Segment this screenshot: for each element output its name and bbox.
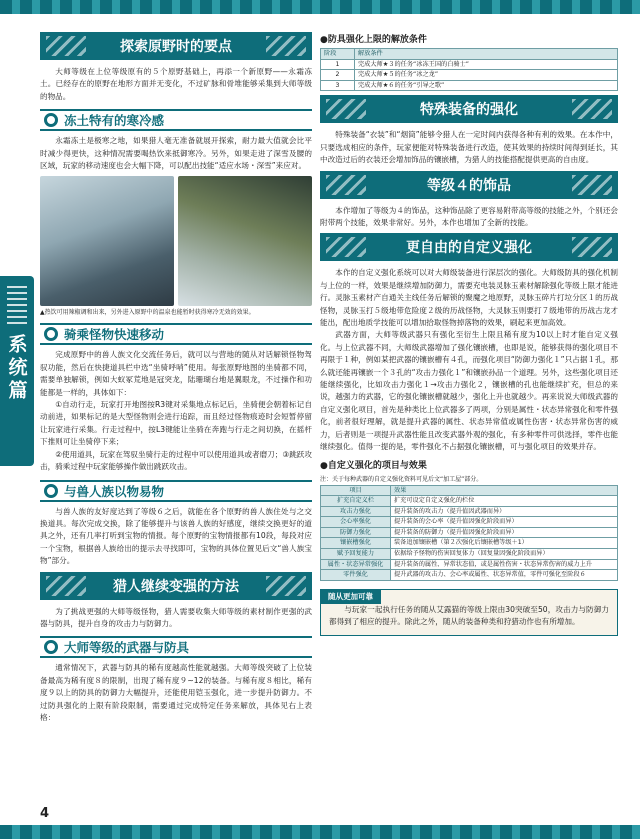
custom-table-note: 注：关于每种武器的自定义强化资料可见后文“加工屋”部分。 xyxy=(320,475,483,483)
table-row: 2 完成大师★５的任务“冰之龙” xyxy=(321,70,618,81)
table-row: 攻击力强化 提升装备的攻击力（提升值因武器而异） xyxy=(321,506,618,517)
subhead-cold: 冻土特有的寒冷感 xyxy=(40,109,312,131)
table-row: 属性・状态异常强化 提升装备的属性、异常状态值，或是属性伤害・状态异常伤害的威力上升 xyxy=(321,559,618,570)
section-side-tab xyxy=(0,276,34,466)
right-column xyxy=(320,28,618,636)
get-stronger-text: 为了挑战更强的大师等级怪物，猎人需要收集大师等级的素材制作更强的武器与防具，提升自身的攻击力与防御力。 xyxy=(40,606,312,628)
table-row: 镶嵌槽强化 装备追加镶嵌槽（第２次强化后镶嵌槽等级＋1） xyxy=(321,538,618,549)
custom-upgrade-table xyxy=(320,485,618,581)
banner-level4-deco: 等级４的饰品 xyxy=(320,171,618,199)
mount-para-3: ②使用道具，玩家在驾驭坐骑行走的过程中可以使用道具或者磨刀；③跳跃攻击，骑乘过程中玩家能够操作做出跳跃攻击。 xyxy=(40,449,312,472)
armor-limit-table xyxy=(320,48,618,91)
mr-gear-text: 通常情况下，武器与防具的稀有度越高性能就越强。大师等级突破了上位装备最高为稀有度８的限制，出现了稀有度９~12的装备。与稀有度８相比，稀有度９以上的防具的防御力大幅提升，还能使用铠玉强化，进一步提升防御力。不过防具强化的上限有阶段限制，需要通过完成特定任务来解放，具体见右上表格： xyxy=(40,663,312,722)
circle-bullet-icon xyxy=(44,640,58,654)
armor-limit-table-title: ●防具强化上限的解放条件 xyxy=(320,35,427,45)
table-row: 3 完成大师★６的任务“引导之歌” xyxy=(321,80,618,91)
mount-para-1: 完成原野中的兽人族文化交流任务后，就可以与营地的随从对话解锁怪物驾驭功能，然后在快捷道具栏中选“坐骑呼哨”使用。每张原野地图的坐骑都不同，需要单独解锁，例如大蚁冢荒地是冠突龙，陆珊瑚台地是翼眼龙，不过操作和功能都是一样的，具体如下： xyxy=(40,350,312,397)
custom-table-title: ●自定义强化的项目与效果 xyxy=(320,460,427,471)
barter-text: 与兽人族的友好度达到了等级６之后，就能在各个原野的兽人族住处与之交换道具。每次完成交换，除了能够提升与该兽人族的好感度，继续交换更好的道具之外，还有几率打听到宝物的情报。每个原野的宝物情报都有10段，每段对应一个宝物，根据兽人族给出的提示去寻找即可，宝物的具体位置见后文“兽人族宝物”部分。 xyxy=(40,506,312,566)
game-screenshot-hotspring xyxy=(178,176,312,306)
side-tab-label: 系统篇 xyxy=(5,334,28,403)
table-row: 1 完成大师★３的任务“冰冻王国的白骑士” xyxy=(321,59,618,70)
table-row: 防御力强化 提升装备的防御力（提升值因强化阶段而异） xyxy=(321,527,618,538)
explore-intro: 大师等级在上位等级原有的５个原野基础上，再添一个新原野——永霜冻土。已经存在的原野在地形方面并无变化，不过矿脉和骨堆能够采集到大师等级的物品。 xyxy=(40,67,312,101)
table-row: 会心率强化 提升装备的会心率（提升值因强化阶段而异） xyxy=(321,517,618,528)
left-column xyxy=(40,28,312,724)
table-row: 赋予回复能力 依据给予怪物的伤害回复体力（回复量因强化阶段而异） xyxy=(321,549,618,560)
custom-upgrade-para-2: 武器方面，大师等级武器只有强化至衍生上限且稀有度为10以上时才能自定义强化。与上位武器不同，大师级武器增加了强化镶嵌槽，也即是说，能够获得的强化项目不再限于１种，例如某把武器的镶嵌槽有４孔，而强化项目“防御力强化１”只占据１孔，那么就还能再镶嵌一个３孔的“攻击力强化１”和镶嵌孙品一个道理。另外，这些强化项目还能继续强化，比如攻击力强化１→攻击力强化２，镶嵌槽的孔也能继续扩充，但总的来说，越强力的武器，它的强化镶嵌槽就越少，强化上升也就越少。再来说说大师级武器的自定义强化项目，首先是种类比上位武器多了两项，分别是属性・状态异常强化和零件强化，前者很好理解，就是提升武器的属性、状态异常值或属性伤害・状态异常伤害的威力，后者则是一项提升武器性能且改变武器外观的强化，有多种零件可供选择，零件也能继续强化。值得一提的是，零件强化不占据强化镶嵌槽，可与强化项目的效果并存。 xyxy=(320,330,618,452)
custom-upgrade-para-1: 本作的自定义强化系统可以对大师级装备进行深层次的强化。大师级防具的强化机制与上位的一样，效果是继续增加防御力，需要充电装灵脉玉素材解除强化等级上限才能进行。灵脉玉素材产自通关主线任务后解锁的聚魔之地原野，灵脉玉碎片打垃分区１的历战怪物，灵脉玉打５级地带危险度２级的历战怪物，大灵脉玉则要打７级地带的历战古龙才能出，配出地质学技能可以增加拾取怪物掉落物的效果，刷起来更加高效。 xyxy=(320,268,618,328)
page-number: 4 xyxy=(40,806,50,821)
subhead-barter: 与兽人族以物易物 xyxy=(40,480,312,502)
tip-label: 随从更加可靠 xyxy=(320,589,381,604)
circle-bullet-icon xyxy=(44,327,58,341)
subhead-mount: 骑乘怪物快速移动 xyxy=(40,323,312,345)
cold-text: 永霜冻土是极寒之地，如果猎人毫无准备就展开探索，耐力最大值就会比平时减少得更快，这种情况需要喝热饮来抵御寒冷。另外，如果走进了深雪及腰的区域，玩家的移动速度也会大幅下降，可以配出技能“适应水场・深雪”来应对。 xyxy=(40,136,312,171)
table-header-row: 阶段 解放条件 xyxy=(321,49,618,60)
tip-text: 与玩家一起执行任务的随从艾露猫的等级上限由30突破至50，攻击力与防御力都得到了相应的提升。除此之外，随从的装备种类和狩猎动作也有所增加。 xyxy=(329,604,609,627)
banner-custom-upgrade: 更自由的自定义强化 xyxy=(320,233,618,261)
circle-bullet-icon xyxy=(44,113,58,127)
table-header-row: 项目 效果 xyxy=(321,485,618,496)
game-screenshot-snow xyxy=(40,176,174,306)
mount-para-2: ①自动行走，玩家打开地图按R3键对采集地点标记后，坐骑便会朝着标记自动前进，如果标记的是大型怪物则会进行追踪，而且经过怪物痕迹时会短暂停留让玩家进行采集。行走过程中，按L3键能让坐骑在奔跑与行走之间切换，在摇杆下推则可让坐骑停下来； xyxy=(40,400,312,447)
table-row: 零件强化 提升武器的攻击力、会心率或属性、状态异常值，零件可强化至阶段６ xyxy=(321,570,618,581)
banner-get-stronger: 猎人继续变强的方法 xyxy=(40,572,312,600)
special-gear-text: 特殊装备“衣装”和“烟筒”能够令猎人在一定时间内获得各种有利的效果。在本作中，只要选成相应的条件，玩家便能对特殊装备进行改造，使其效果的持续时间得到延长，其中改造过后的衣装还会增加饰品的镶嵌槽，为猎人的技能搭配提供更高的自由度。 xyxy=(320,130,618,165)
level4-deco-text: 本作增加了等级为４的饰品，这种饰品除了更容易附带高等级的技能之外，个别还会附带两个技能，效果非常好。另外，本作也增加了全新的技能。 xyxy=(320,205,618,227)
table-row: 扩充自定义栏 扩充可设定自定义强化的栏位 xyxy=(321,496,618,507)
banner-explore: 探索原野时的要点 xyxy=(40,32,312,60)
circle-bullet-icon xyxy=(44,484,58,498)
tip-box xyxy=(320,589,618,636)
photo-caption: ▲热饮可用辣椒调和出来，另外进入原野中的温泉也能暂时获得寒冷无效的效果。 xyxy=(40,309,255,317)
subhead-mr-gear: 大师等级的武器与防具 xyxy=(40,636,312,658)
top-border-band xyxy=(0,0,640,14)
screenshot-pair xyxy=(40,176,312,306)
bottom-border-band xyxy=(0,825,640,839)
side-tab-stripes xyxy=(7,284,27,324)
banner-special-gear: 特殊装备的强化 xyxy=(320,95,618,123)
